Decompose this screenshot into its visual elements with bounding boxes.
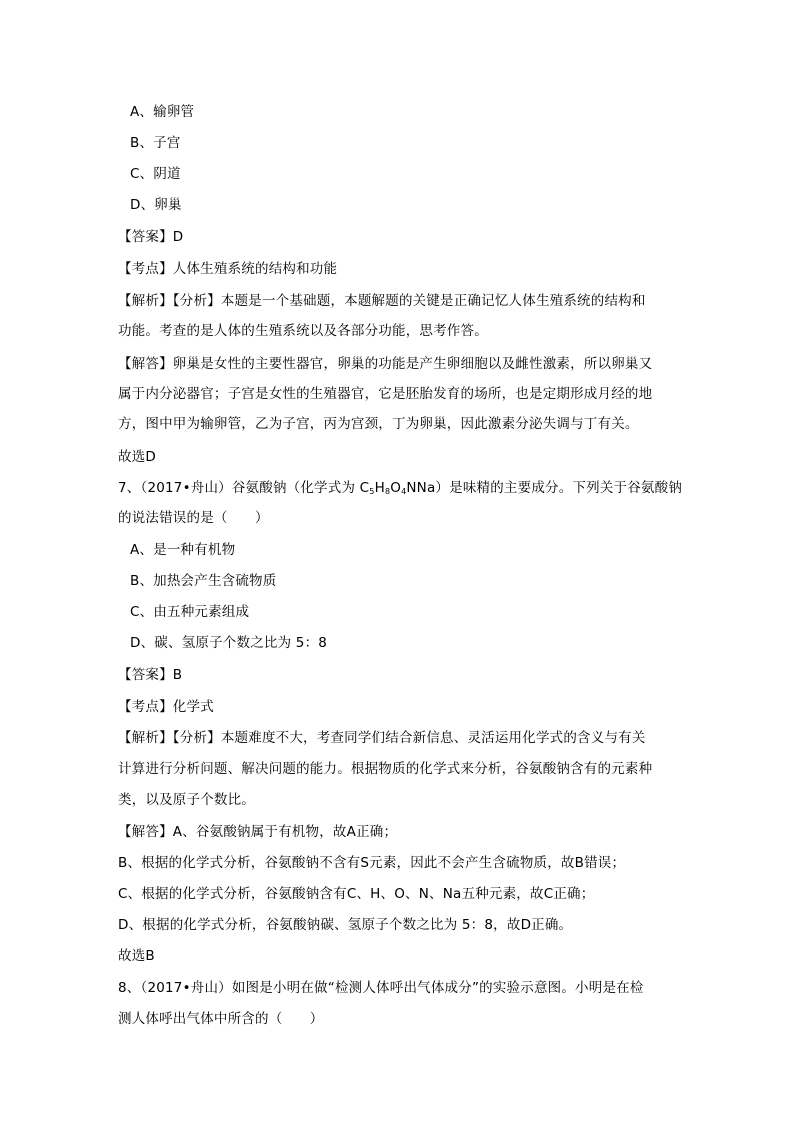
q6-answer: 【答案】D [118,229,184,245]
q6-analysis-line-1: 【解析】【分析】本题是一个基础题，本题解题的关键是正确记忆人体生殖系统的结构和 [118,293,646,309]
q7-stem-line-2: 的说法错误的是（ ） [118,510,269,526]
q7-solution-line-1: 【解答】A、谷氨酸钠属于有机物，故A正确； [118,824,398,840]
q7-option-b: B、加热会产生含硫物质 [130,573,277,589]
q7-stem-post: NNa）是味精的主要成分。下列关于谷氨酸钠 [406,480,683,496]
q7-answer: 【答案】B [118,667,183,683]
q6-option-b: B、子宫 [130,135,181,151]
q7-solution-line-2: B、根据的化学式分析，谷氨酸钠不含有S元素，因此不会产生含硫物质，故B错误； [118,855,626,871]
q6-point: 【考点】人体生殖系统的结构和功能 [118,261,338,277]
q6-analysis-line-2: 功能。考查的是人体的生殖系统以及各部分功能，思考作答。 [118,323,488,339]
q6-option-c: C、阴道 [130,166,181,182]
q7-formula-o-sub: 4 [401,487,407,496]
q6-choose: 故选D [118,449,156,465]
q7-stem-line-1 [118,479,688,501]
q7-analysis-line-1: 【解析】【分析】本题难度不大，考查同学们结合新信息、灵活运用化学式的含义与有关 [118,730,646,746]
q7-option-c: C、由五种元素组成 [130,604,250,620]
q7-formula-h: H [374,480,385,496]
q8-stem-line-2: 测人体呼出气体中所含的（ ） [118,1011,324,1027]
q7-formula-h-sub: 8 [384,487,391,496]
q7-stem-pre: 7、（2017•舟山）谷氨酸钠（化学式为 C [118,480,370,496]
q7-analysis-line-3: 类，以及原子个数比。 [118,792,255,808]
q7-choose: 故选B [118,948,155,964]
q7-option-d: D、碳、氢原子个数之比为 5：8 [130,635,328,651]
q7-analysis-line-2: 计算进行分析问题、解决问题的能力。根据物质的化学式来分析，谷氨酸钠含有的元素种 [118,761,653,777]
q6-solution-line-3: 方，图中甲为输卵管，乙为子宫，丙为宫颈，丁为卵巢，因此激素分泌失调与丁有关。 [118,416,639,432]
q8-stem-line-1: 8、（2017•舟山）如图是小明在做“检测人体呼出气体成分”的实验示意图。小明是在检 [118,980,644,996]
q6-solution-line-1: 【解答】卵巢是女性的主要性器官，卵巢的功能是产生卵细胞以及雌性激素，所以卵巢又 [118,356,653,372]
q7-formula-o: O [390,480,402,496]
q7-formula-c-sub: 5 [369,487,375,496]
q6-solution-line-2: 属于内分泌器官；子宫是女性的生殖器官，它是胚胎发育的场所，也是定期形成月经的地 [118,386,653,402]
q7-solution-line-4: D、根据的化学式分析，谷氨酸钠碳、氢原子个数之比为 5：8，故D正确。 [118,917,573,933]
q7-solution-line-3: C、根据的化学式分析，谷氨酸钠含有C、H、O、N、Na五种元素，故C正确； [118,886,595,902]
q6-option-d: D、卵巢 [130,197,182,213]
q7-option-a: A、是一种有机物 [130,542,236,558]
q6-option-a: A、输卵管 [130,104,195,120]
q7-point: 【考点】化学式 [118,699,214,715]
